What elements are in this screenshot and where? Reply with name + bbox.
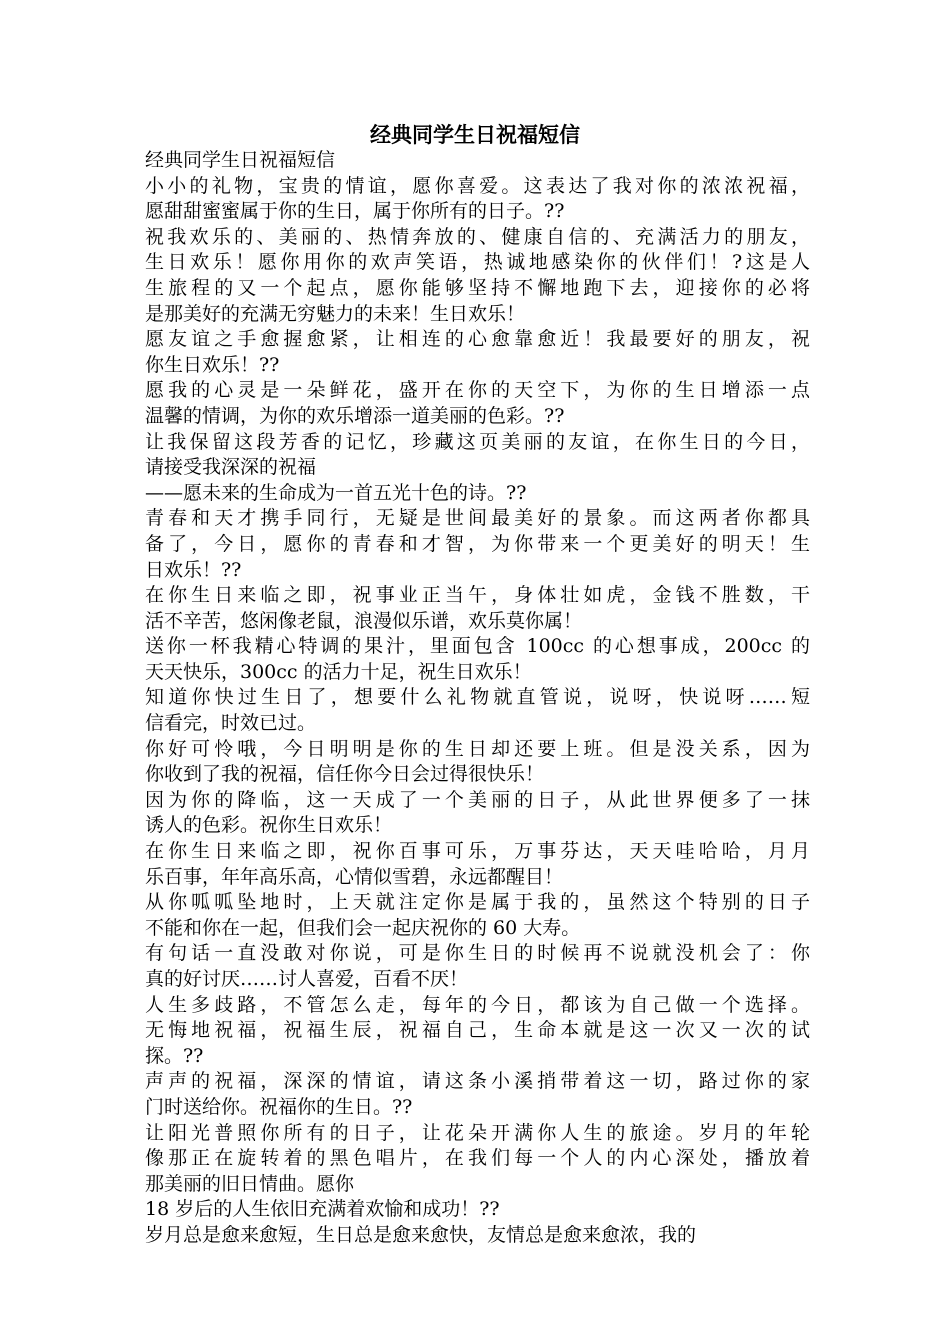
text-line: 生旅程的又一个起点，愿你能够坚持不懈地跑下去，迎接你的必将 <box>145 276 810 299</box>
paragraph <box>145 1223 810 1249</box>
paragraph <box>145 839 810 890</box>
paragraph <box>145 1069 810 1120</box>
text-line: ——愿未来的生命成为一首五光十色的诗。?? <box>145 481 527 504</box>
paragraph <box>145 1197 810 1223</box>
paragraph <box>145 993 810 1070</box>
text-line: 真的好讨厌……讨人喜爱，百看不厌！ <box>145 968 469 990</box>
text-line: 天天快乐，300cc 的活力十足，祝生日欢乐！ <box>145 660 532 683</box>
paragraph <box>145 634 810 685</box>
text-line: 请接受我深深的祝福 <box>145 456 317 479</box>
paragraph <box>145 1121 810 1198</box>
text-line: 人生多歧路，不管怎么走，每年的今日，都该为自己做一个选择。 <box>145 993 810 1016</box>
text-line: 无悔地祝福，祝福生辰，祝福自己，生命本就是这一次又一次的试 <box>145 1019 810 1042</box>
text-line: 活不辛苦，悠闲像老鼠，浪漫似乐谱，欢乐莫你属！ <box>145 609 583 632</box>
text-line: 青春和天才携手同行，无疑是世间最美好的景象。而这两者你都具 <box>145 507 810 530</box>
paragraph <box>145 890 810 941</box>
text-line: 声声的祝福，深深的情谊，请这条小溪捎带着这一切，路过你的家 <box>145 1070 810 1093</box>
paragraph <box>145 378 810 429</box>
text-line: 18 岁后的人生依旧充满着欢愉和成功！?? <box>145 1198 500 1221</box>
text-line: 让我保留这段芳香的记忆，珍藏这页美丽的友谊，在你生日的今日， <box>145 430 810 453</box>
text-line: 你好可怜哦，今日明明是你的生日却还要上班。但是没关系，因为 <box>145 737 810 760</box>
paragraph <box>145 583 810 634</box>
paragraph <box>145 225 810 327</box>
text-line: 祝我欢乐的、美丽的、热情奔放的、健康自信的、充满活力的朋友， <box>145 225 810 248</box>
text-line: 愿友谊之手愈握愈紧，让相连的心愈靠愈近！我最要好的朋友，祝 <box>145 328 810 351</box>
text-line: 经典同学生日祝福短信 <box>145 149 336 171</box>
paragraph <box>145 685 810 736</box>
paragraph <box>145 430 810 481</box>
text-line: 温馨的情调，为你的欢乐增添一道美丽的色彩。?? <box>145 404 565 427</box>
document-body <box>145 148 810 1249</box>
text-line: 在你生日来临之即，祝事业正当午，身体壮如虎，金钱不胜数，干 <box>145 584 810 607</box>
text-line: 你收到了我的祝福，信任你今日会过得很快乐！ <box>145 763 545 786</box>
text-line: 岁月总是愈来愈短，生日总是愈来愈快，友情总是愈来愈浓，我的 <box>145 1223 697 1246</box>
text-line: 在你生日来临之即，祝你百事可乐，万事芬达，天天哇哈哈，月月 <box>145 840 810 863</box>
paragraph <box>145 327 810 378</box>
text-line: 探。?? <box>145 1044 204 1067</box>
text-line: 愿我的心灵是一朵鲜花，盛开在你的天空下，为你的生日增添一点 <box>145 379 810 402</box>
text-line: 你生日欢乐！?? <box>145 353 280 376</box>
text-line: 是那美好的充满无穷魅力的未来！生日欢乐！ <box>145 302 526 325</box>
paragraph <box>145 506 810 583</box>
paragraph <box>145 788 810 839</box>
paragraph <box>145 174 810 225</box>
text-line: 像那正在旋转着的黑色唱片，在我们每一个人的内心深处，播放着 <box>145 1147 810 1170</box>
text-line: 门时送给你。祝福你的生日。?? <box>145 1095 413 1118</box>
paragraph <box>145 737 810 788</box>
paragraph <box>145 481 810 507</box>
text-line: 愿甜甜蜜蜜属于你的生日，属于你所有的日子。?? <box>145 200 565 223</box>
text-line: 日欢乐！?? <box>145 558 242 581</box>
text-line: 诱人的色彩。祝你生日欢乐！ <box>145 814 393 837</box>
text-line: 因为你的降临，这一天成了一个美丽的日子，从此世界便多了一抹 <box>145 788 810 811</box>
text-line: 让阳光普照你所有的日子，让花朵开满你人生的旅途。岁月的年轮 <box>145 1121 810 1144</box>
text-line: 备了，今日，愿你的青春和才智，为你带来一个更美好的明天！生 <box>145 532 810 555</box>
paragraph <box>145 941 810 992</box>
text-line: 不能和你在一起，但我们会一起庆祝你的 60 大寿。 <box>145 916 581 939</box>
document-title: 经典同学生日祝福短信 <box>370 122 580 147</box>
text-line: 乐百事，年年高乐高，心情似雪碧，永远都醒目！ <box>145 865 564 888</box>
text-line: 送你一杯我精心特调的果汁，里面包含 100cc 的心想事成，200cc 的 <box>145 635 810 658</box>
text-line: 从你呱呱坠地时，上天就注定你是属于我的，虽然这个特别的日子 <box>145 891 810 914</box>
paragraph <box>145 148 810 174</box>
text-line: 信看完，时效已过。 <box>145 712 317 735</box>
text-line: 知道你快过生日了，想要什么礼物就直管说，说呀，快说呀……短 <box>145 686 810 709</box>
text-line: 有句话一直没敢对你说，可是你生日的时候再不说就没机会了：你 <box>145 942 810 965</box>
text-line: 那美丽的旧日情曲。愿你 <box>145 1172 355 1195</box>
text-line: 小小的礼物，宝贵的情谊，愿你喜爱。这表达了我对你的浓浓祝福， <box>145 174 810 197</box>
text-line: 生日欢乐！愿你用你的欢声笑语，热诚地感染你的伙伴们！?这是人 <box>145 251 810 274</box>
